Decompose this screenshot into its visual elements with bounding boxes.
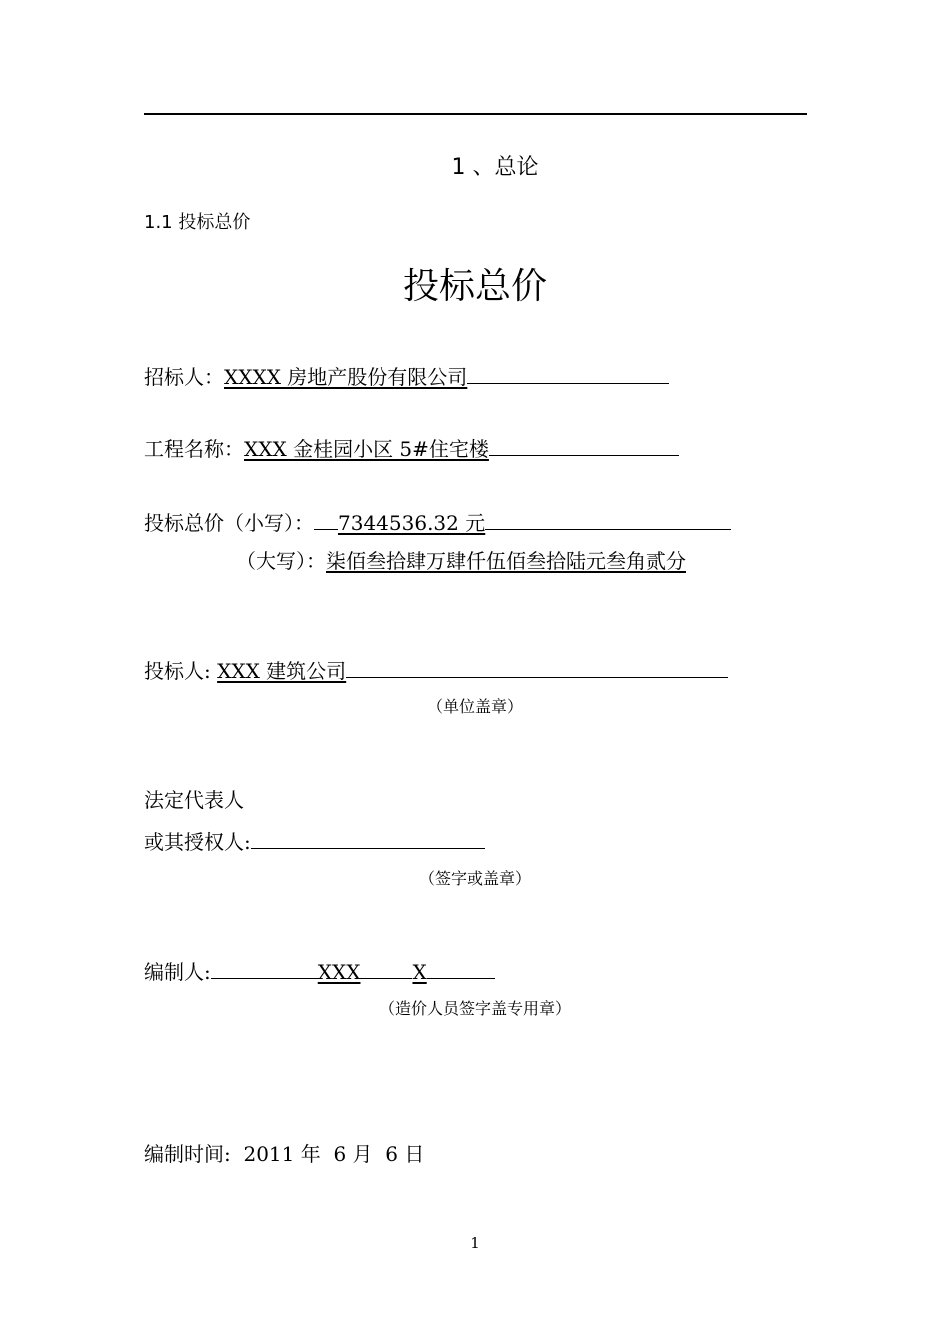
bidder-label: 投标人: [144, 659, 211, 683]
project-label: 工程名称： [144, 437, 244, 461]
compiler-value-2: X [412, 960, 427, 984]
date-row [144, 1140, 424, 1168]
section-heading: 1.1 投标总价 [144, 212, 251, 233]
price-big-row [236, 547, 686, 575]
header-rule [144, 113, 807, 115]
price-small-blank [485, 507, 731, 530]
date-label: 编制时间: [144, 1142, 231, 1166]
price-small-value: 7344536.32 元 [338, 511, 486, 535]
project-row [144, 433, 679, 463]
bidder-note: （单位盖章） [426, 697, 523, 716]
project-blank [489, 433, 679, 456]
tenderer-value: XXXX 房地产股份有限公司 [224, 365, 468, 389]
date-value: 2011 年 6 月 6 日 [243, 1142, 425, 1166]
document-title: 投标总价 [402, 266, 547, 307]
bidder-value: XXX 建筑公司 [217, 659, 347, 683]
legal-rep-row [144, 826, 485, 856]
bidder-blank [346, 655, 728, 678]
tenderer-label: 招标人： [144, 365, 224, 389]
price-small-label: 投标总价（小写）： [144, 511, 314, 535]
tenderer-row [144, 361, 669, 391]
compiler-row [144, 956, 495, 986]
price-small-row [144, 507, 731, 537]
legal-rep-label: 或其授权人: [144, 830, 251, 854]
chapter-heading: 1 、总论 [451, 155, 539, 180]
legal-rep-line1: 法定代表人 [144, 788, 244, 812]
tenderer-blank [467, 361, 669, 384]
legal-rep-blank [251, 826, 485, 849]
project-value: XXX 金桂园小区 5#住宅楼 [244, 437, 489, 461]
compiler-label: 编制人: [144, 960, 211, 984]
price-big-value: 柒佰叁拾肆万肆仟伍佰叁拾陆元叁角贰分 [326, 549, 686, 573]
legal-rep-note: （签字或盖章） [418, 869, 531, 888]
compiler-note: （造价人员签字盖专用章） [378, 999, 571, 1018]
bidder-row [144, 655, 728, 685]
compiler-value-1: XXX [317, 960, 361, 984]
page-number: 1 [470, 1234, 480, 1252]
compiler-blank [427, 956, 495, 979]
price-big-label: （大写）： [236, 549, 326, 573]
